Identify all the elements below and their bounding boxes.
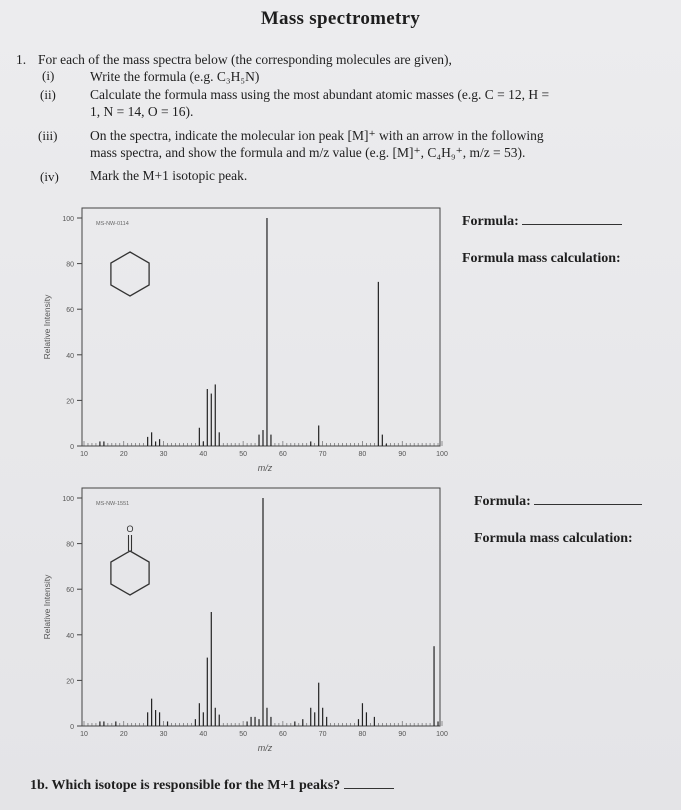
plot-frame [82,488,440,726]
y-tick-label: 20 [66,678,74,686]
x-tick-label: 90 [398,451,407,458]
oxygen-atom-label: O [126,524,134,534]
y-tick-label: 20 [66,398,74,406]
x-tick-label: 90 [398,731,407,738]
x-tick-label: 10 [80,731,88,738]
y-tick-label: 40 [66,352,74,360]
spectrum-chart-2 [30,480,450,770]
x-tick-label: 50 [239,731,248,738]
x-tick-label: 100 [436,451,448,458]
x-tick-label: 70 [318,731,327,738]
molecule-ring [111,551,149,595]
y-axis-label: Relative Intensity [42,574,52,640]
x-tick-label: 30 [159,451,168,458]
page-title: Mass spectrometry [260,8,421,29]
x-tick-label: 100 [436,731,448,738]
formula-mass-label-1: Formula mass calculation: [462,251,621,266]
formula-mass-label-2: Formula mass calculation: [474,531,633,546]
y-tick-label: 0 [70,724,74,731]
plot-frame [82,208,440,446]
formula-answer-blank-2[interactable] [534,504,642,505]
formula-label-2: Formula: [474,494,531,509]
item-text-iii-line1: On the spectra, indicate the molecular ion peak [M]⁺ with an arrow in the following [90,128,544,143]
x-tick-label: 20 [119,451,128,458]
spectrum-chart-1 [30,200,450,490]
x-tick-label: 80 [358,731,367,738]
item-number-iii: (iii) [38,128,58,143]
y-tick-label: 80 [66,261,74,269]
item-number-i: (i) [42,68,55,83]
y-tick-label: 80 [66,541,74,549]
y-tick-label: 100 [62,496,74,503]
item-text-iv: Mark the M+1 isotopic peak. [90,168,248,183]
formula-answer-blank-1[interactable] [522,224,622,225]
formula-field-1 [462,214,622,230]
question-number: 1. [16,52,27,67]
x-tick-label: 10 [80,451,88,458]
y-tick-label: 40 [66,632,74,640]
question-intro: For each of the mass spectra below (the corresponding molecules are given), [38,52,452,67]
x-tick-label: 40 [199,451,208,458]
item-text-ii-line1: Calculate the formula mass using the most abundant atomic masses (e.g. C = 12, H = [90,87,550,102]
molecule-ring [111,252,149,296]
y-tick-label: 100 [62,216,74,223]
formula-label-1: Formula: [462,214,519,229]
spectrum-svg-2 [30,480,450,765]
item-number-ii: (ii) [40,87,56,102]
x-axis-label: m/z [257,743,273,753]
y-tick-label: 60 [66,587,74,595]
y-tick-label: 60 [66,307,74,315]
spectrum-code: MS-NW-1551 [96,501,130,507]
spectrum-code: MS-NW-0114 [96,221,129,227]
y-axis-label: Relative Intensity [42,294,52,360]
x-tick-label: 80 [358,451,367,458]
x-tick-label: 20 [119,731,128,738]
item-text-i: Write the formula (e.g. C₃H₅N) [90,69,260,84]
final-question-text: 1b. Which isotope is responsible for the M+1 peaks? [30,778,341,793]
x-tick-label: 60 [278,451,287,458]
x-tick-label: 70 [318,451,327,458]
x-axis-label: m/z [257,463,273,473]
x-tick-label: 30 [159,731,168,738]
y-tick-label: 0 [70,444,74,451]
formula-field-2 [474,494,642,510]
x-tick-label: 40 [199,731,208,738]
item-text-ii-line2: 1, N = 14, O = 16). [90,104,194,119]
item-text-iii-line2: mass spectra, and show the formula and m/z value (e.g. [M]⁺, C₄H₉⁺, m/z = 53). [90,145,526,160]
x-tick-label: 50 [239,451,248,458]
final-question [30,778,394,794]
final-answer-blank[interactable] [344,788,394,789]
item-number-iv: (iv) [40,169,59,184]
x-tick-label: 60 [278,731,287,738]
spectrum-svg-1 [30,200,450,485]
